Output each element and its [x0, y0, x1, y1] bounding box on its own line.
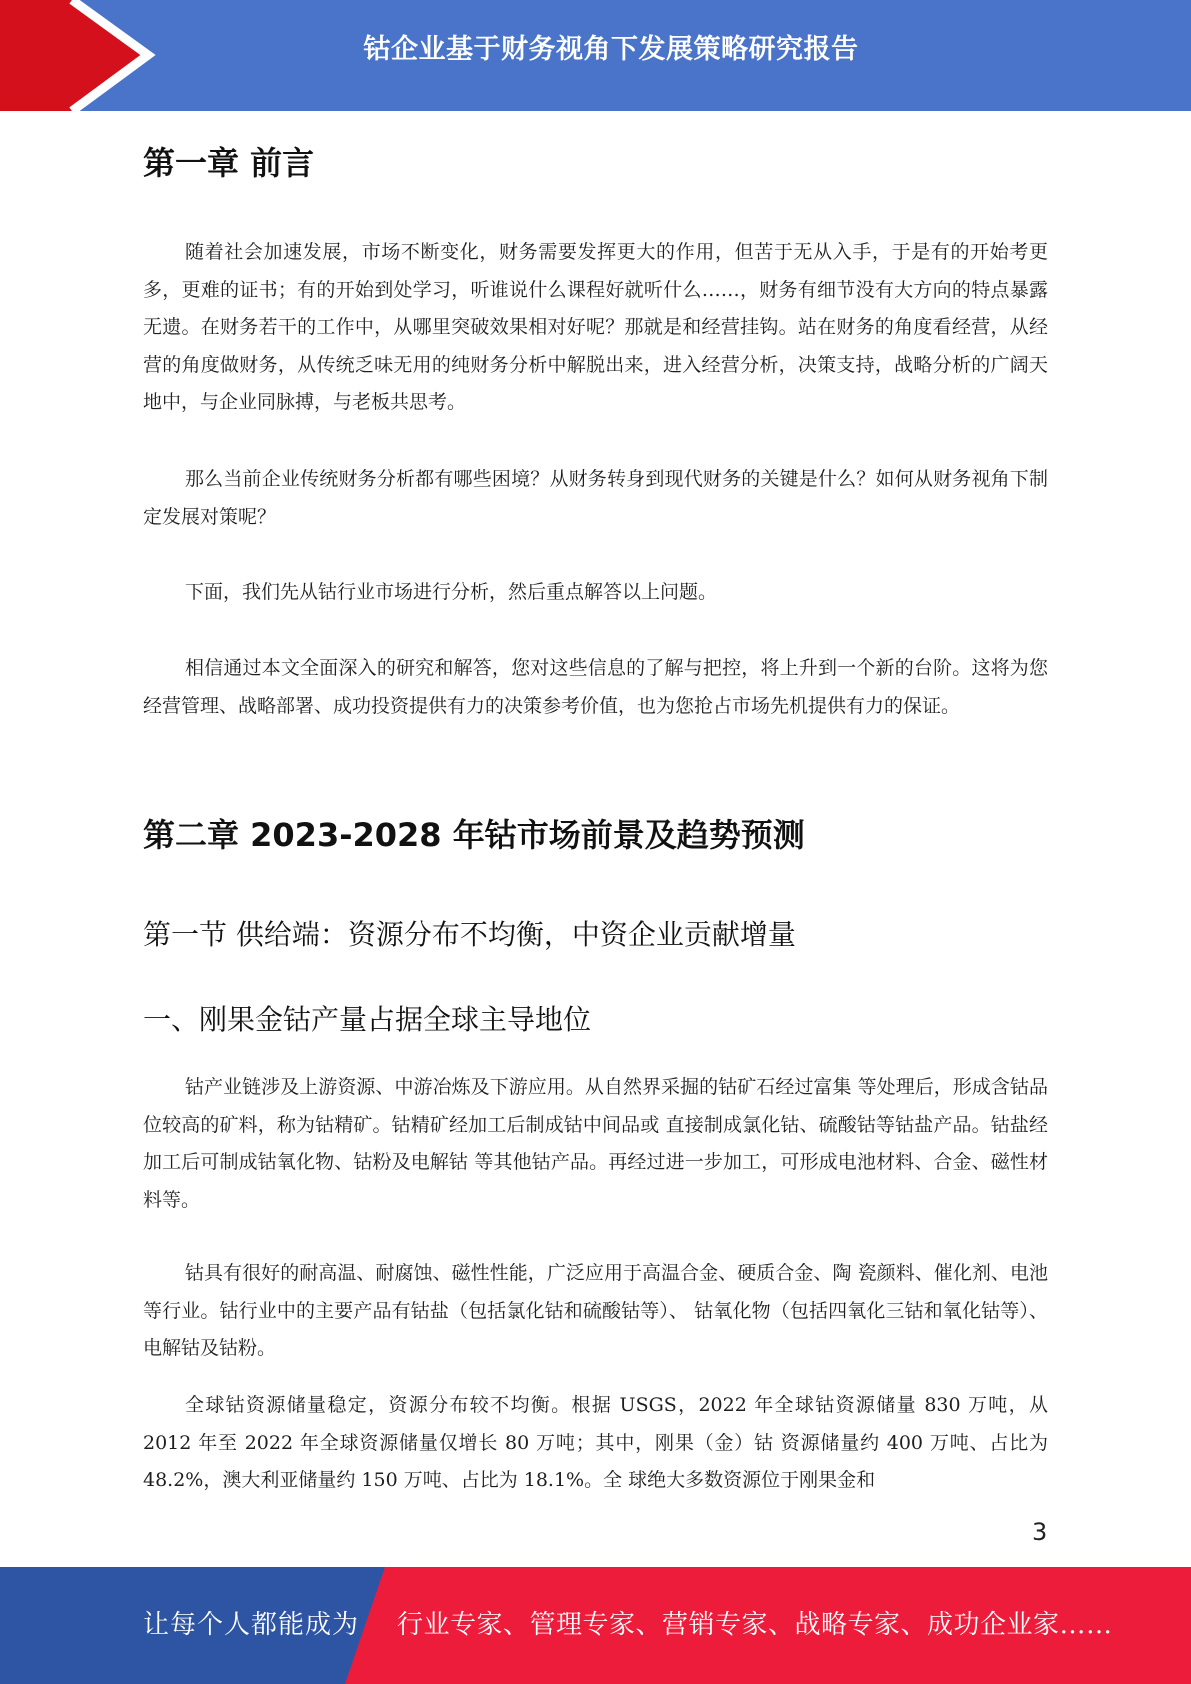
footer-slogan-right: 行业专家、管理专家、营销专家、战略专家、成功企业家……	[397, 1610, 1113, 1640]
chapter-2-paragraph-1: 钴产业链涉及上游资源、中游冶炼及下游应用。从自然界采掘的钴矿石经过富集 等处理后，形成含钴品位较高的矿料，称为钴精矿。钴精矿经加工后制成钴中间品或 直接制成氯化钴、硫酸钴等钴盐产品。钴盐经加工后可制成钴氧化物、钴粉及电解钴 等其他钴产品。再经过进一步加工，可形成电池材料、合金、磁性材料等。	[143, 1076, 1048, 1211]
page-header	[0, 0, 1191, 111]
chapter-1-paragraph-4: 相信通过本文全面深入的研究和解答，您对这些信息的了解与把控，将上升到一个新的台阶。这将为您经营管理、战略部署、成功投资提供有力的决策参考价值，也为您抢占市场先机提供有力的保证。	[143, 657, 1048, 717]
chapter-2-paragraph-2: 钴具有很好的耐高温、耐腐蚀、磁性性能，广泛应用于高温合金、硬质合金、陶 瓷颜料、催化剂、电池等行业。钴行业中的主要产品有钴盐（包括氯化钴和硫酸钴等）、 钴氧化物（包括四氧化三钴和氧化钴等）、电解钴及钴粉。	[143, 1262, 1048, 1359]
chapter-1-heading: 第一章 前言	[143, 144, 315, 182]
footer-slogan-left: 让每个人都能成为	[143, 1610, 360, 1640]
page-footer	[0, 1567, 1191, 1684]
page-number: 3	[1032, 1518, 1048, 1546]
chapter-2-heading: 第二章 2023-2028 年钴市场前景及趋势预测	[143, 816, 805, 854]
section-1-heading: 第一节 供给端：资源分布不均衡，中资企业贡献增量	[143, 918, 796, 951]
report-title: 钴企业基于财务视角下发展策略研究报告	[363, 34, 859, 65]
chapter-2-paragraph-3: 全球钴资源储量稳定，资源分布较不均衡。根据 USGS，2022 年全球钴资源储量 830 万吨，从 2012 年至 2022 年全球资源储量仅增长 80 万吨；其中，刚果（金）钴 资源储量约 400 万吨、占比为 48.2%，澳大利亚储量约 150 万吨、占比为 18.1%。全 球绝大多数资源位于刚果金和	[143, 1394, 1048, 1491]
chapter-1-paragraph-3: 下面，我们先从钴行业市场进行分析，然后重点解答以上问题。	[185, 581, 718, 603]
subsection-1-heading: 一、刚果金钴产量占据全球主导地位	[143, 1003, 592, 1036]
chapter-1-paragraph-1: 随着社会加速发展，市场不断变化，财务需要发挥更大的作用，但苦于无从入手，于是有的开始考更多，更难的证书；有的开始到处学习，听谁说什么课程好就听什么……，财务有细节没有大方向的特点暴露无遗。在财务若干的工作中，从哪里突破效果相对好呢？那就是和经营挂钩。站在财务的角度看经营，从经营的角度做财务，从传统乏味无用的纯财务分析中解脱出来，进入经营分析，决策支持，战略分析的广阔天地中，与企业同脉搏，与老板共思考。	[143, 241, 1048, 413]
chapter-1-paragraph-2: 那么当前企业传统财务分析都有哪些困境？从财务转身到现代财务的关键是什么？如何从财务视角下制定发展对策呢？	[143, 468, 1048, 528]
